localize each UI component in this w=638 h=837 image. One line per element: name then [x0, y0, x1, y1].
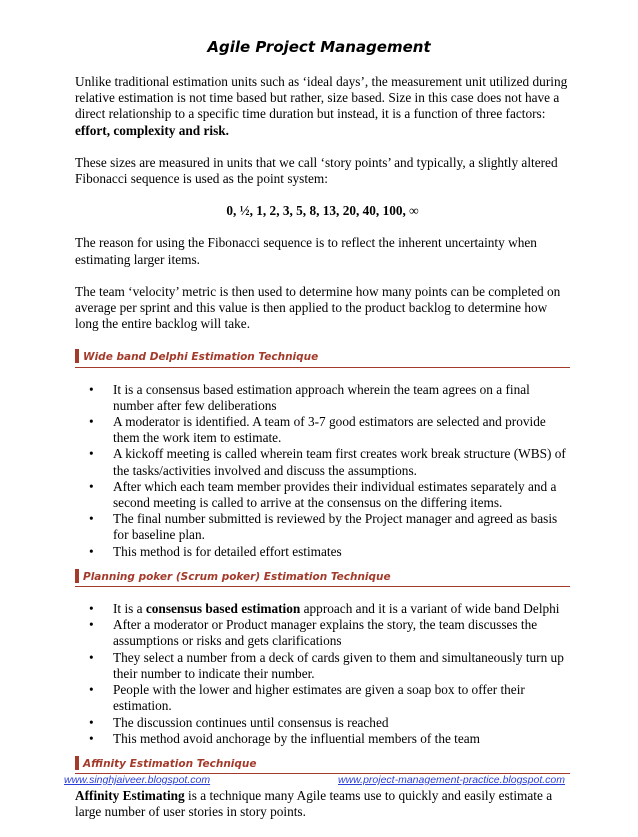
- page-title: Agile Project Management: [207, 38, 431, 56]
- affinity-paragraph: Affinity Estimating is a technique many Agile teams use to quickly and easily estimate a large number of user stories in story points.: [75, 788, 553, 820]
- heading-text: Affinity Estimation Technique: [83, 757, 257, 770]
- list-item: • The final number submitted is reviewed by the Project manager and agreed as basis for baseline plan.: [89, 511, 558, 543]
- list-item: • After a moderator or Product manager explains the story, the team discusses the assumptions or risks and gets clarifications: [89, 617, 538, 649]
- bullet-icon: •: [89, 511, 94, 527]
- list-item: • People with the lower and higher estimates are given a soap box to offer their estimation.: [89, 682, 525, 714]
- intro-paragraph-3: The reason for using the Fibonacci sequence is to reflect the inherent uncertainty when estimating larger items.: [75, 235, 537, 267]
- bullet-icon: •: [89, 478, 94, 494]
- intro-paragraph-4: The team ‘velocity’ metric is then used to determine how many points can be completed on average per sprint and this value is then applied to the product backlog to determine how long the entire backlog will take.: [75, 283, 561, 332]
- document-body: [75, 74, 570, 837]
- heading-text: Planning poker (Scrum poker) Estimation Technique: [83, 570, 391, 583]
- bullet-icon: •: [89, 682, 94, 698]
- list-item: • It is a consensus based estimation approach and it is a variant of wide band Delphi: [89, 601, 560, 617]
- list-item: • The discussion continues until consensus is reached: [89, 714, 389, 730]
- list-item: • This method is for detailed effort estimates: [89, 543, 342, 559]
- list-item: • After which each team member provides their individual estimates separately and a second meeting is called to arrive at the consensus on the differing items.: [89, 478, 557, 511]
- heading-marker: [75, 756, 79, 770]
- heading-marker: [75, 349, 79, 363]
- list-item: • They select a number from a deck of cards given to them and simultaneously turn up their number to indicate their number.: [89, 649, 564, 681]
- footer-link-right[interactable]: www.project-management-practice.blogspot.com: [338, 774, 566, 786]
- heading-text: Wide band Delphi Estimation Technique: [83, 351, 319, 364]
- intro-bold-factors: effort, complexity and risk.: [75, 122, 229, 138]
- intro-paragraph-2: These sizes are measured in units that we call ‘story points’ and typically, a slightly altered Fibonacci sequence is used as the point system:: [75, 154, 558, 187]
- bullet-icon: •: [89, 730, 94, 746]
- intro-text: Unlike traditional estimation units such as ‘ideal days’, the measurement unit utilized during relative estimation is not time based but rather, size based. Size in this case does not have a direct relationship to a specific time duration but instead, it is a function of three factors:: [75, 74, 568, 122]
- list-item: • A kickoff meeting is called wherein team first creates work break structure (WBS) of the tasks/activities involved and discuss the assumptions.: [89, 446, 566, 478]
- fibonacci-sequence: 0, ½, 1, 2, 3, 5, 8, 13, 20, 40, 100, ∞: [226, 203, 419, 219]
- footer-link-left[interactable]: www.singhjaiveer.blogspot.com: [64, 774, 211, 786]
- list-item: • It is a consensus based estimation approach wherein the team agrees on a final number after few deliberations: [89, 381, 530, 413]
- section-heading-planning-poker: [75, 568, 570, 587]
- heading-marker: [75, 569, 79, 583]
- intro-paragraph-1: [75, 74, 570, 139]
- bullet-icon: •: [89, 381, 94, 397]
- bullet-icon: •: [89, 617, 94, 633]
- planning-poker-list: [75, 601, 570, 747]
- list-item: • This method avoid anchorage by the influential members of the team: [89, 730, 481, 746]
- bullet-icon: •: [89, 601, 94, 617]
- bullet-icon: •: [89, 446, 94, 462]
- bullet-icon: •: [89, 714, 94, 730]
- list-item: • A moderator is identified. A team of 3-7 good estimators are selected and provide them the work item to estimate.: [89, 414, 546, 446]
- section-heading-affinity: [75, 755, 570, 774]
- bullet-icon: •: [89, 649, 94, 665]
- bullet-icon: •: [89, 543, 94, 559]
- bullet-icon: •: [89, 414, 94, 430]
- wideband-delphi-list: [75, 382, 570, 560]
- section-heading-wideband-delphi: [75, 348, 570, 367]
